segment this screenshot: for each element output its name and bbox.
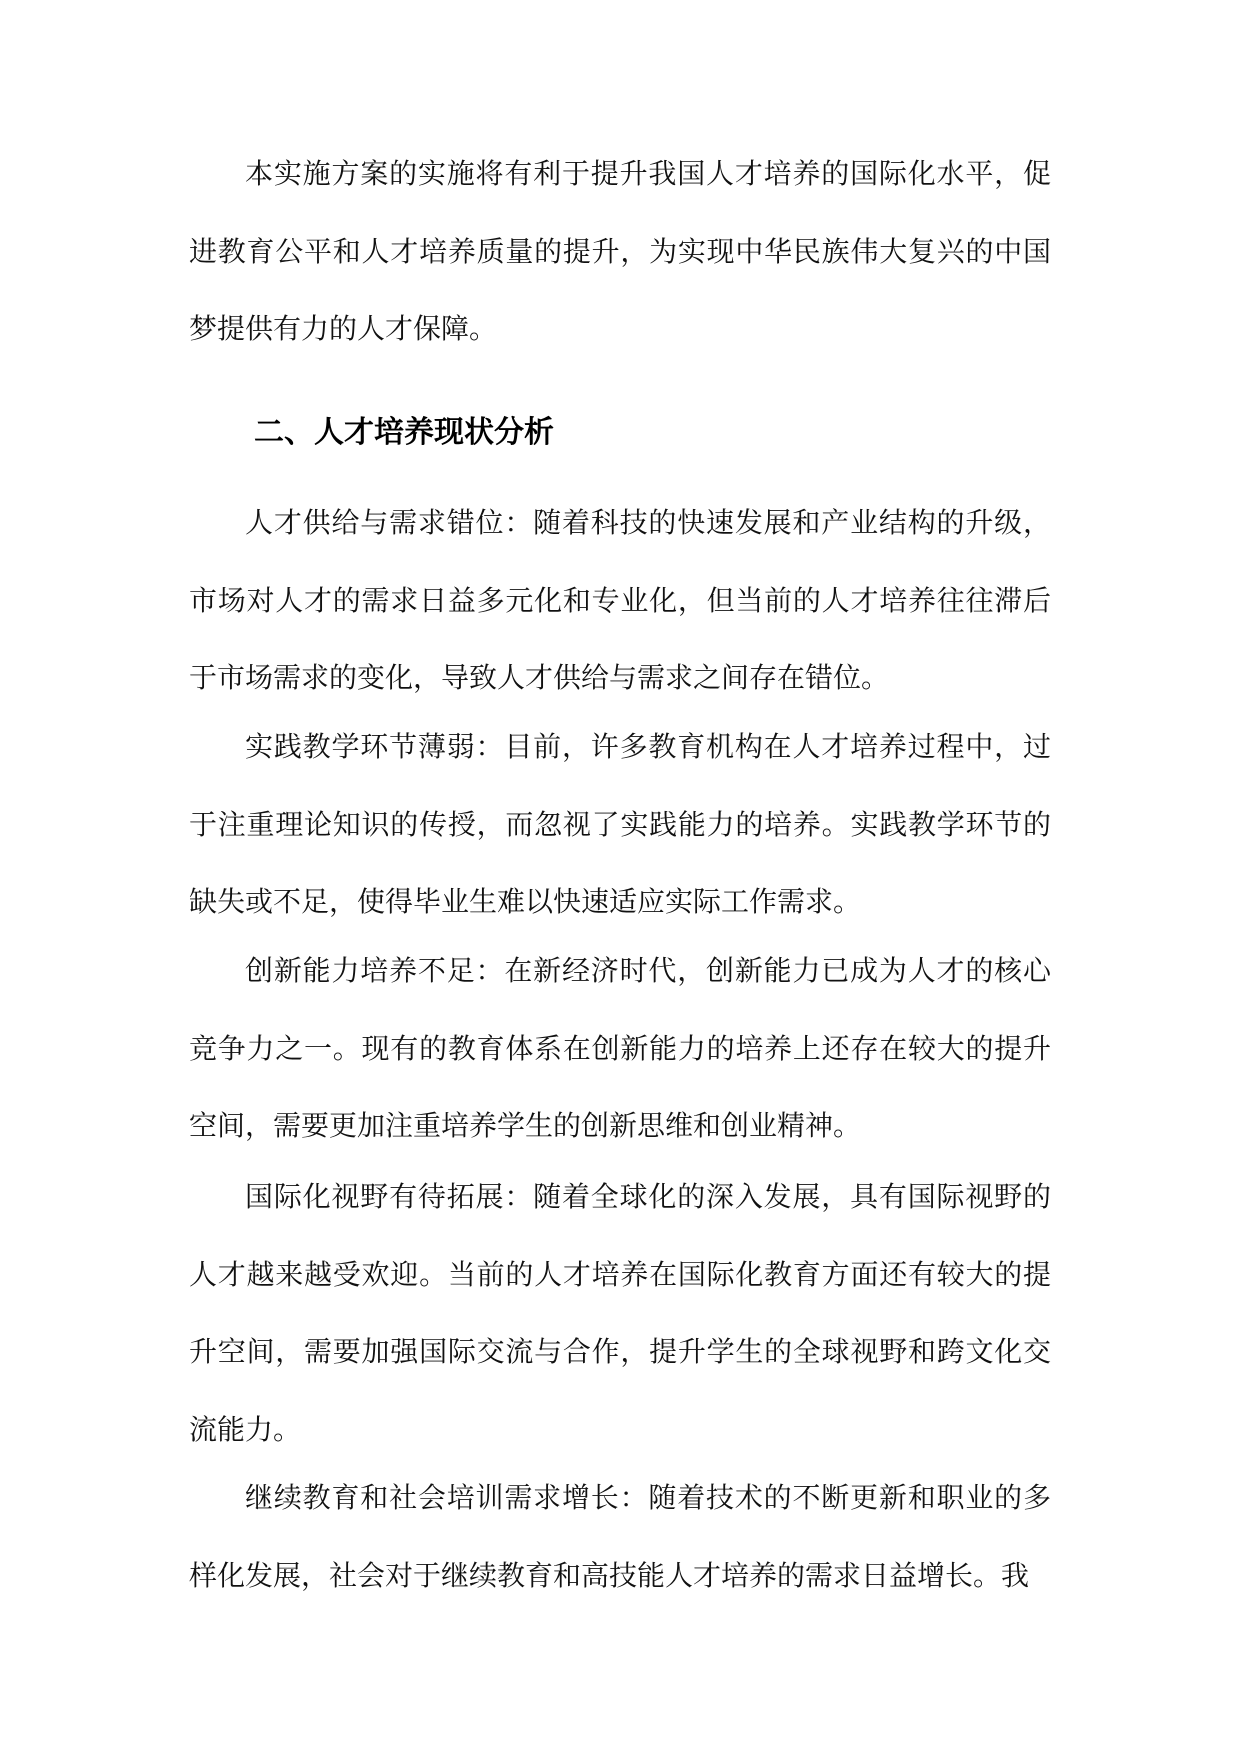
- paragraph-practice-teaching: 实践教学环节薄弱：目前，许多教育机构在人才培养过程中，过于注重理论知识的传授，而忽视了实践能力的培养。实践教学环节的缺失或不足，使得毕业生难以快速适应实际工作需求。: [189, 730, 1051, 918]
- intro-paragraph: 本实施方案的实施将有利于提升我国人才培养的国际化水平，促进教育公平和人才培养质量的提升，为实现中华民族伟大复兴的中国梦提供有力的人才保障。: [189, 157, 1051, 345]
- paragraph-innovation: 创新能力培养不足：在新经济时代，创新能力已成为人才的核心竞争力之一。现有的教育体系在创新能力的培养上还存在较大的提升空间，需要更加注重培养学生的创新思维和创业精神。: [189, 954, 1051, 1142]
- section-heading: 二、人才培养现状分析: [254, 415, 554, 450]
- paragraph-talent-mismatch: 人才供给与需求错位：随着科技的快速发展和产业结构的升级，市场对人才的需求日益多元化和专业化，但当前的人才培养往往滞后于市场需求的变化，导致人才供给与需求之间存在错位。: [189, 506, 1051, 694]
- paragraph-internationalization: 国际化视野有待拓展：随着全球化的深入发展，具有国际视野的人才越来越受欢迎。当前的人才培养在国际化教育方面还有较大的提升空间，需要加强国际交流与合作，提升学生的全球视野和跨文化交流能力。: [189, 1180, 1051, 1446]
- paragraph-continuing-education: 继续教育和社会培训需求增长：随着技术的不断更新和职业的多样化发展，社会对于继续教育和高技能人才培养的需求日益增长。我: [189, 1481, 1051, 1592]
